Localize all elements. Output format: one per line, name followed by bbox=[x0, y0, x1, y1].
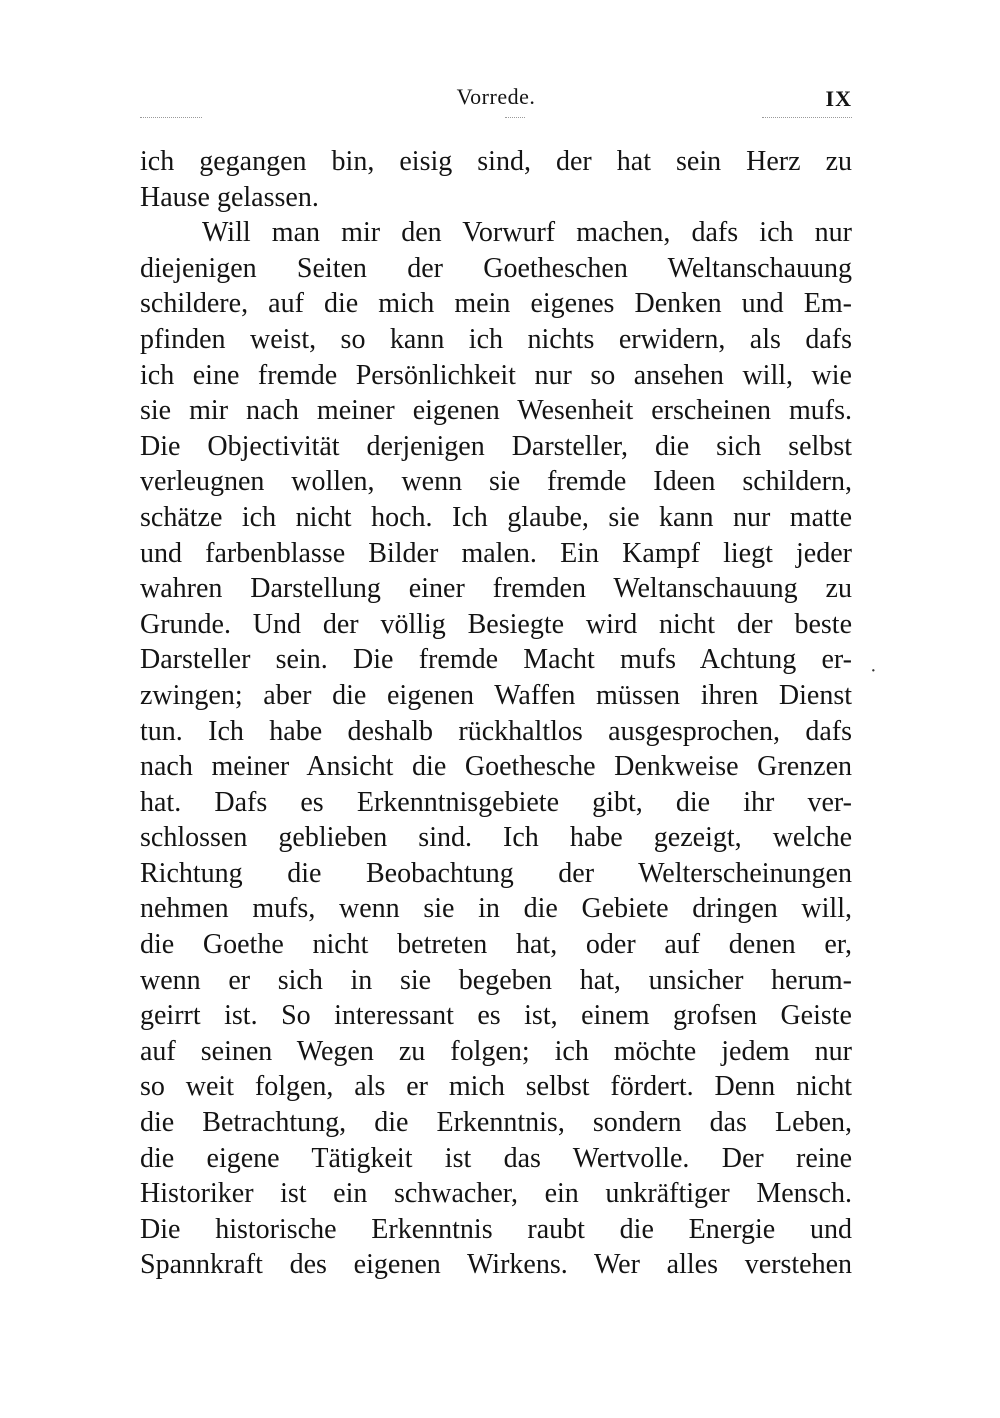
text-line: die Goethe nicht betreten hat, oder auf denen er, bbox=[140, 929, 852, 961]
text-line: sie mir nach meiner eigenen Wesenheit erscheinen mufs. bbox=[140, 395, 852, 427]
text-line: Darsteller sein. Die fremde Macht mufs Achtung er- bbox=[140, 644, 852, 676]
text-line: hat. Dafs es Erkenntnisgebiete gibt, die ihr ver- bbox=[140, 786, 852, 818]
text-line: so weit folgen, als er mich selbst fördert. Denn nicht bbox=[140, 1071, 852, 1103]
margin-mark: · bbox=[870, 660, 877, 682]
text-line: Spannkraft des eigenen Wirkens. Wer alles verstehen bbox=[140, 1249, 852, 1281]
text-line: die eigene Tätigkeit ist das Wertvolle. Der reine bbox=[140, 1142, 852, 1174]
body-text bbox=[140, 144, 852, 1283]
text-line: Die Objectivität derjenigen Darsteller, die sich selbst bbox=[140, 430, 852, 462]
text-line: geirrt ist. So interessant es ist, einem grofsen Geiste bbox=[140, 1000, 852, 1032]
text-line: Richtung die Beobachtung der Welterscheinungen bbox=[140, 857, 852, 889]
text-line: Will man mir den Vorwurf machen, dafs ich nur bbox=[202, 217, 852, 249]
text-line: wenn er sich in sie begeben hat, unsicher herum- bbox=[140, 964, 852, 996]
text-line: Historiker ist ein schwacher, ein unkräftiger Mensch. bbox=[140, 1178, 852, 1210]
header-rule bbox=[140, 117, 852, 121]
text-line: und farbenblasse Bilder malen. Ein Kampf liegt jeder bbox=[140, 537, 852, 569]
text-line: schildere, auf die mich mein eigenes Denken und Em- bbox=[140, 288, 852, 320]
text-line: tun. Ich habe deshalb rückhaltlos ausgesprochen, dafs bbox=[140, 715, 852, 747]
text-line: schätze ich nicht hoch. Ich glaube, sie kann nur matte bbox=[140, 501, 852, 533]
text-line: diejenigen Seiten der Goetheschen Weltanschauung bbox=[140, 252, 852, 284]
running-head bbox=[140, 84, 852, 116]
text-line: wahren Darstellung einer fremden Weltanschauung zu bbox=[140, 573, 852, 605]
text-line: ich eine fremde Persönlichkeit nur so ansehen will, wie bbox=[140, 359, 852, 391]
text-line: die Betrachtung, die Erkenntnis, sondern das Leben, bbox=[140, 1107, 852, 1139]
running-head-title: Vorrede. bbox=[456, 84, 536, 109]
text-line: nehmen mufs, wenn sie in die Gebiete dringen will, bbox=[140, 893, 852, 925]
text-line: verleugnen wollen, wenn sie fremde Ideen schildern, bbox=[140, 466, 852, 498]
text-line: auf seinen Wegen zu folgen; ich möchte jedem nur bbox=[140, 1035, 852, 1067]
text-line: zwingen; aber die eigenen Waffen müssen ihren Dienst bbox=[140, 679, 852, 711]
text-line: Die historische Erkenntnis raubt die Energie und bbox=[140, 1213, 852, 1245]
text-line: nach meiner Ansicht die Goethesche Denkweise Grenzen bbox=[140, 751, 852, 783]
text-line: pfinden weist, so kann ich nichts erwidern, als dafs bbox=[140, 323, 852, 355]
text-line: Hause gelassen. bbox=[140, 181, 319, 213]
text-line: ich gegangen bin, eisig sind, der hat sein Herz zu bbox=[140, 146, 852, 177]
page-number: IX bbox=[825, 86, 852, 111]
text-line: schlossen geblieben sind. Ich habe gezeigt, welche bbox=[140, 822, 852, 854]
text-line: Grunde. Und der völlig Besiegte wird nicht der beste bbox=[140, 608, 852, 640]
